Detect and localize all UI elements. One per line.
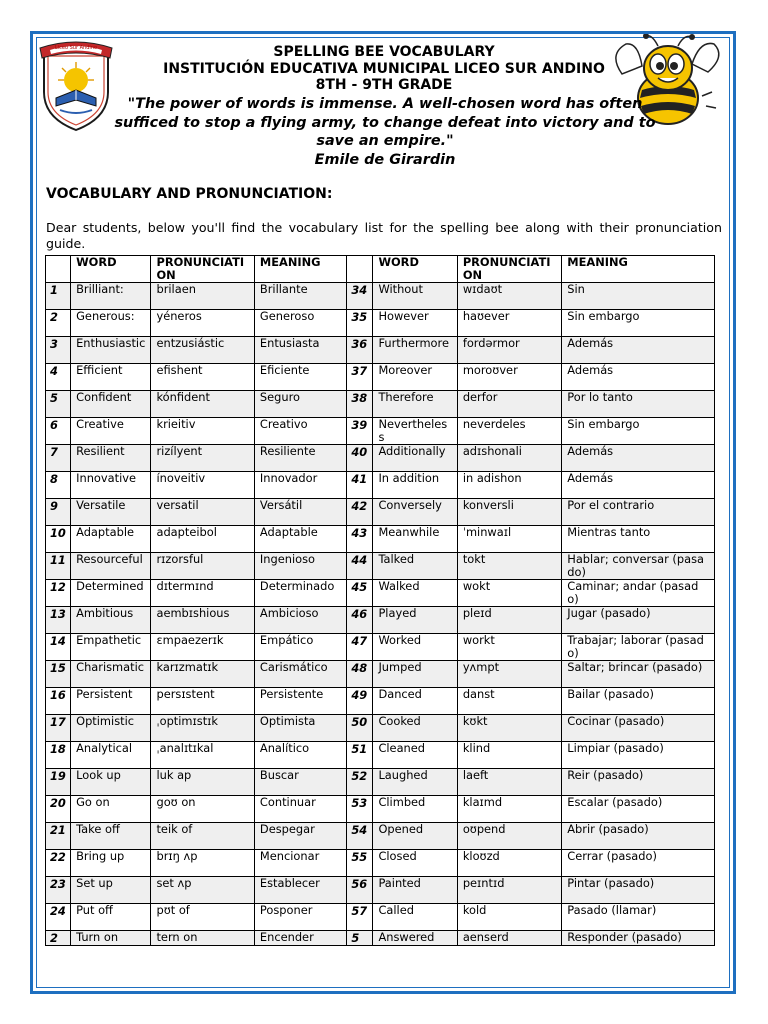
table-row <box>46 769 715 796</box>
row-number-cell: 44 <box>347 553 373 580</box>
pronunciation-cell: ˈminwaɪl <box>457 526 561 553</box>
word-cell: Cooked <box>373 715 457 742</box>
word-cell: Confident <box>71 391 151 418</box>
quote-line: save an empire." <box>316 133 454 149</box>
table-row <box>46 688 715 715</box>
row-number-cell: 4 <box>46 364 71 391</box>
meaning-cell: Limpiar (pasado) <box>562 742 715 769</box>
pronunciation-cell: efishent <box>151 364 254 391</box>
row-number-cell: 10 <box>46 526 71 553</box>
row-number-cell: 39 <box>347 418 373 445</box>
row-number-cell: 43 <box>347 526 373 553</box>
row-number-cell: 40 <box>347 445 373 472</box>
row-number-cell: 41 <box>347 472 373 499</box>
meaning-cell: Innovador <box>254 472 346 499</box>
pronunciation-cell: derfor <box>457 391 561 418</box>
word-cell: Furthermore <box>373 337 457 364</box>
meaning-cell: Además <box>562 337 715 364</box>
pronunciation-cell: persɪstent <box>151 688 254 715</box>
word-cell: Set up <box>71 877 151 904</box>
pronunciation-cell: yʌmpt <box>457 661 561 688</box>
pronunciation-cell: ˌanalɪtɪkal <box>151 742 254 769</box>
meaning-cell: Hablar; conversar (pasado) <box>562 553 715 580</box>
vocabulary-table <box>45 255 715 946</box>
word-cell: Nevertheless <box>373 418 457 445</box>
table-row <box>46 526 715 553</box>
word-cell: Persistent <box>71 688 151 715</box>
pronunciation-cell: wokt <box>457 580 561 607</box>
row-number-cell: 51 <box>347 742 373 769</box>
pronunciation-cell: pʊt of <box>151 904 254 931</box>
row-number-cell: 17 <box>46 715 71 742</box>
logo-text: Liceo Sur Andino <box>54 45 98 51</box>
meaning-cell: Determinado <box>254 580 346 607</box>
pronunciation-cell: pleɪd <box>457 607 561 634</box>
meaning-cell: Carismático <box>254 661 346 688</box>
row-number-cell: 34 <box>347 283 373 310</box>
pronunciation-cell: ɛmpaezerɪk <box>151 634 254 661</box>
row-number-cell: 50 <box>347 715 373 742</box>
meaning-cell: Trabajar; laborar (pasado) <box>562 634 715 661</box>
meaning-cell: Establecer <box>254 877 346 904</box>
pronunciation-cell: goʊ on <box>151 796 254 823</box>
row-number-cell: 6 <box>46 418 71 445</box>
pronunciation-cell: versatil <box>151 499 254 526</box>
meaning-cell: Sin <box>562 283 715 310</box>
column-header: WORD <box>373 256 457 283</box>
word-cell: Opened <box>373 823 457 850</box>
word-cell: Jumped <box>373 661 457 688</box>
pronunciation-cell: adapteibol <box>151 526 254 553</box>
meaning-cell: Además <box>562 445 715 472</box>
table-row <box>46 580 715 607</box>
pronunciation-cell: moroʊver <box>457 364 561 391</box>
row-number-cell: 2 <box>46 310 71 337</box>
row-number-cell: 22 <box>46 850 71 877</box>
word-cell: Additionally <box>373 445 457 472</box>
meaning-cell: Continuar <box>254 796 346 823</box>
pronunciation-cell: set ʌp <box>151 877 254 904</box>
word-cell: Go on <box>71 796 151 823</box>
word-cell: Without <box>373 283 457 310</box>
pronunciation-cell: workt <box>457 634 561 661</box>
meaning-cell: Versátil <box>254 499 346 526</box>
column-header <box>46 256 71 283</box>
column-header: MEANING <box>254 256 346 283</box>
row-number-cell: 36 <box>347 337 373 364</box>
table-row <box>46 337 715 364</box>
row-number-cell: 38 <box>347 391 373 418</box>
pronunciation-cell: neverdeles <box>457 418 561 445</box>
row-number-cell: 11 <box>46 553 71 580</box>
meaning-cell: Analítico <box>254 742 346 769</box>
pronunciation-cell: kold <box>457 904 561 931</box>
pronunciation-cell: konversli <box>457 499 561 526</box>
meaning-cell: Sin embargo <box>562 310 715 337</box>
meaning-cell: Saltar; brincar (pasado) <box>562 661 715 688</box>
table-row <box>46 283 715 310</box>
pronunciation-cell: teik of <box>151 823 254 850</box>
word-cell: Adaptable <box>71 526 151 553</box>
meaning-cell: Escalar (pasado) <box>562 796 715 823</box>
doc-title: SPELLING BEE VOCABULARY <box>273 44 495 60</box>
section-title: VOCABULARY AND PRONUNCIATION: <box>46 186 333 202</box>
table-row <box>46 310 715 337</box>
column-header: MEANING <box>562 256 715 283</box>
pronunciation-cell: rizílyent <box>151 445 254 472</box>
meaning-cell: Por el contrario <box>562 499 715 526</box>
row-number-cell: 56 <box>347 877 373 904</box>
pronunciation-cell: fordərmor <box>457 337 561 364</box>
pronunciation-cell: rɪzorsful <box>151 553 254 580</box>
table-row <box>46 904 715 931</box>
pronunciation-cell: in adishon <box>457 472 561 499</box>
table-row <box>46 931 715 946</box>
meaning-cell: Seguro <box>254 391 346 418</box>
word-cell: Danced <box>373 688 457 715</box>
row-number-cell: 45 <box>347 580 373 607</box>
column-header: PRONUNCIATION <box>457 256 561 283</box>
row-number-cell: 5 <box>46 391 71 418</box>
pronunciation-cell: oʊpend <box>457 823 561 850</box>
pronunciation-cell: kónfident <box>151 391 254 418</box>
pronunciation-cell: kʊkt <box>457 715 561 742</box>
table-row <box>46 607 715 634</box>
pronunciation-cell: aembɪshious <box>151 607 254 634</box>
word-cell: Ambitious <box>71 607 151 634</box>
row-number-cell: 42 <box>347 499 373 526</box>
row-number-cell: 54 <box>347 823 373 850</box>
pronunciation-cell: laeft <box>457 769 561 796</box>
meaning-cell: Reir (pasado) <box>562 769 715 796</box>
meaning-cell: Sin embargo <box>562 418 715 445</box>
meaning-cell: Despegar <box>254 823 346 850</box>
meaning-cell: Caminar; andar (pasado) <box>562 580 715 607</box>
table-row <box>46 661 715 688</box>
word-cell: Efficient <box>71 364 151 391</box>
word-cell: Worked <box>373 634 457 661</box>
grade-level: 8TH - 9TH GRADE <box>315 77 453 93</box>
row-number-cell: 12 <box>46 580 71 607</box>
word-cell: Versatile <box>71 499 151 526</box>
word-cell: Laughed <box>373 769 457 796</box>
row-number-cell: 46 <box>347 607 373 634</box>
table-row <box>46 445 715 472</box>
column-header <box>347 256 373 283</box>
word-cell: Brilliant: <box>71 283 151 310</box>
word-cell: Resilient <box>71 445 151 472</box>
word-cell: Optimistic <box>71 715 151 742</box>
pronunciation-cell: karɪzmatɪk <box>151 661 254 688</box>
meaning-cell: Cerrar (pasado) <box>562 850 715 877</box>
meaning-cell: Cocinar (pasado) <box>562 715 715 742</box>
table-row <box>46 499 715 526</box>
table-row <box>46 715 715 742</box>
quote-block <box>40 95 730 169</box>
word-cell: Charismatic <box>71 661 151 688</box>
meaning-cell: Posponer <box>254 904 346 931</box>
row-number-cell: 2 <box>46 931 71 946</box>
meaning-cell: Pintar (pasado) <box>562 877 715 904</box>
word-cell: In addition <box>373 472 457 499</box>
row-number-cell: 7 <box>46 445 71 472</box>
row-number-cell: 13 <box>46 607 71 634</box>
table-row <box>46 850 715 877</box>
meaning-cell: Por lo tanto <box>562 391 715 418</box>
pronunciation-cell: tern on <box>151 931 254 946</box>
word-cell: Look up <box>71 769 151 796</box>
row-number-cell: 9 <box>46 499 71 526</box>
pronunciation-cell: dɪtermɪnd <box>151 580 254 607</box>
row-number-cell: 53 <box>347 796 373 823</box>
table-row <box>46 472 715 499</box>
meaning-cell: Además <box>562 472 715 499</box>
row-number-cell: 37 <box>347 364 373 391</box>
pronunciation-cell: ˌoptimɪstɪk <box>151 715 254 742</box>
row-number-cell: 5 <box>347 931 373 946</box>
word-cell: Put off <box>71 904 151 931</box>
table-row <box>46 742 715 769</box>
word-cell: Turn on <box>71 931 151 946</box>
meaning-cell: Mencionar <box>254 850 346 877</box>
meaning-cell: Persistente <box>254 688 346 715</box>
column-header: WORD <box>71 256 151 283</box>
row-number-cell: 57 <box>347 904 373 931</box>
row-number-cell: 14 <box>46 634 71 661</box>
meaning-cell: Mientras tanto <box>562 526 715 553</box>
word-cell: Take off <box>71 823 151 850</box>
word-cell: Cleaned <box>373 742 457 769</box>
meaning-cell: Empático <box>254 634 346 661</box>
word-cell: Played <box>373 607 457 634</box>
table-row <box>46 877 715 904</box>
meaning-cell: Además <box>562 364 715 391</box>
word-cell: Called <box>373 904 457 931</box>
pronunciation-cell: klaɪmd <box>457 796 561 823</box>
pronunciation-cell: tokt <box>457 553 561 580</box>
row-number-cell: 52 <box>347 769 373 796</box>
meaning-cell: Ambicioso <box>254 607 346 634</box>
meaning-cell: Bailar (pasado) <box>562 688 715 715</box>
word-cell: Climbed <box>373 796 457 823</box>
row-number-cell: 21 <box>46 823 71 850</box>
table-row <box>46 418 715 445</box>
word-cell: Painted <box>373 877 457 904</box>
row-number-cell: 55 <box>347 850 373 877</box>
quote-line: sufficed to stop a flying army, to change defeat into victory and to <box>114 114 656 131</box>
table-row <box>46 796 715 823</box>
pronunciation-cell: aenserd <box>457 931 561 946</box>
meaning-cell: Ingenioso <box>254 553 346 580</box>
meaning-cell: Encender <box>254 931 346 946</box>
row-number-cell: 23 <box>46 877 71 904</box>
word-cell: Therefore <box>373 391 457 418</box>
word-cell: However <box>373 310 457 337</box>
pronunciation-cell: yéneros <box>151 310 254 337</box>
row-number-cell: 8 <box>46 472 71 499</box>
meaning-cell: Jugar (pasado) <box>562 607 715 634</box>
document-header <box>0 44 768 94</box>
pronunciation-cell: klind <box>457 742 561 769</box>
column-header: PRONUNCIATION <box>151 256 254 283</box>
meaning-cell: Buscar <box>254 769 346 796</box>
row-number-cell: 47 <box>347 634 373 661</box>
word-cell: Conversely <box>373 499 457 526</box>
intro-paragraph: Dear students, below you'll find the vocabulary list for the spelling bee along with their pronunciation guide. <box>46 220 722 251</box>
word-cell: Analytical <box>71 742 151 769</box>
word-cell: Walked <box>373 580 457 607</box>
word-cell: Resourceful <box>71 553 151 580</box>
row-number-cell: 48 <box>347 661 373 688</box>
word-cell: Bring up <box>71 850 151 877</box>
table-row <box>46 553 715 580</box>
pronunciation-cell: ínoveitiv <box>151 472 254 499</box>
meaning-cell: Adaptable <box>254 526 346 553</box>
pronunciation-cell: brɪŋ ʌp <box>151 850 254 877</box>
row-number-cell: 19 <box>46 769 71 796</box>
row-number-cell: 35 <box>347 310 373 337</box>
quote-author: Emile de Girardin <box>314 151 456 168</box>
meaning-cell: Abrir (pasado) <box>562 823 715 850</box>
word-cell: Innovative <box>71 472 151 499</box>
meaning-cell: Resiliente <box>254 445 346 472</box>
row-number-cell: 49 <box>347 688 373 715</box>
word-cell: Generous: <box>71 310 151 337</box>
word-cell: Empathetic <box>71 634 151 661</box>
word-cell: Enthusiastic <box>71 337 151 364</box>
pronunciation-cell: peɪntɪd <box>457 877 561 904</box>
institution-name: INSTITUCIÓN EDUCATIVA MUNICIPAL LICEO SUR ANDINO <box>163 60 605 77</box>
pronunciation-cell: kloʊzd <box>457 850 561 877</box>
table-row <box>46 823 715 850</box>
row-number-cell: 16 <box>46 688 71 715</box>
table-row <box>46 634 715 661</box>
quote-line: "The power of words is immense. A well-chosen word has often <box>127 96 643 112</box>
pronunciation-cell: adɪshonali <box>457 445 561 472</box>
row-number-cell: 1 <box>46 283 71 310</box>
word-cell: Moreover <box>373 364 457 391</box>
word-cell: Closed <box>373 850 457 877</box>
table-row <box>46 364 715 391</box>
meaning-cell: Pasado (llamar) <box>562 904 715 931</box>
pronunciation-cell: luk ap <box>151 769 254 796</box>
pronunciation-cell: danst <box>457 688 561 715</box>
word-cell: Answered <box>373 931 457 946</box>
word-cell: Meanwhile <box>373 526 457 553</box>
word-cell: Determined <box>71 580 151 607</box>
pronunciation-cell: haʊever <box>457 310 561 337</box>
pronunciation-cell: entzusiástic <box>151 337 254 364</box>
meaning-cell: Responder (pasado) <box>562 931 715 946</box>
table-row <box>46 391 715 418</box>
meaning-cell: Entusiasta <box>254 337 346 364</box>
row-number-cell: 24 <box>46 904 71 931</box>
pronunciation-cell: wɪdaʊt <box>457 283 561 310</box>
pronunciation-cell: brilaen <box>151 283 254 310</box>
meaning-cell: Creativo <box>254 418 346 445</box>
pronunciation-cell: krieitiv <box>151 418 254 445</box>
row-number-cell: 15 <box>46 661 71 688</box>
meaning-cell: Brillante <box>254 283 346 310</box>
meaning-cell: Eficiente <box>254 364 346 391</box>
row-number-cell: 3 <box>46 337 71 364</box>
table-header-row <box>46 256 715 283</box>
word-cell: Creative <box>71 418 151 445</box>
row-number-cell: 18 <box>46 742 71 769</box>
meaning-cell: Optimista <box>254 715 346 742</box>
word-cell: Talked <box>373 553 457 580</box>
row-number-cell: 20 <box>46 796 71 823</box>
meaning-cell: Generoso <box>254 310 346 337</box>
